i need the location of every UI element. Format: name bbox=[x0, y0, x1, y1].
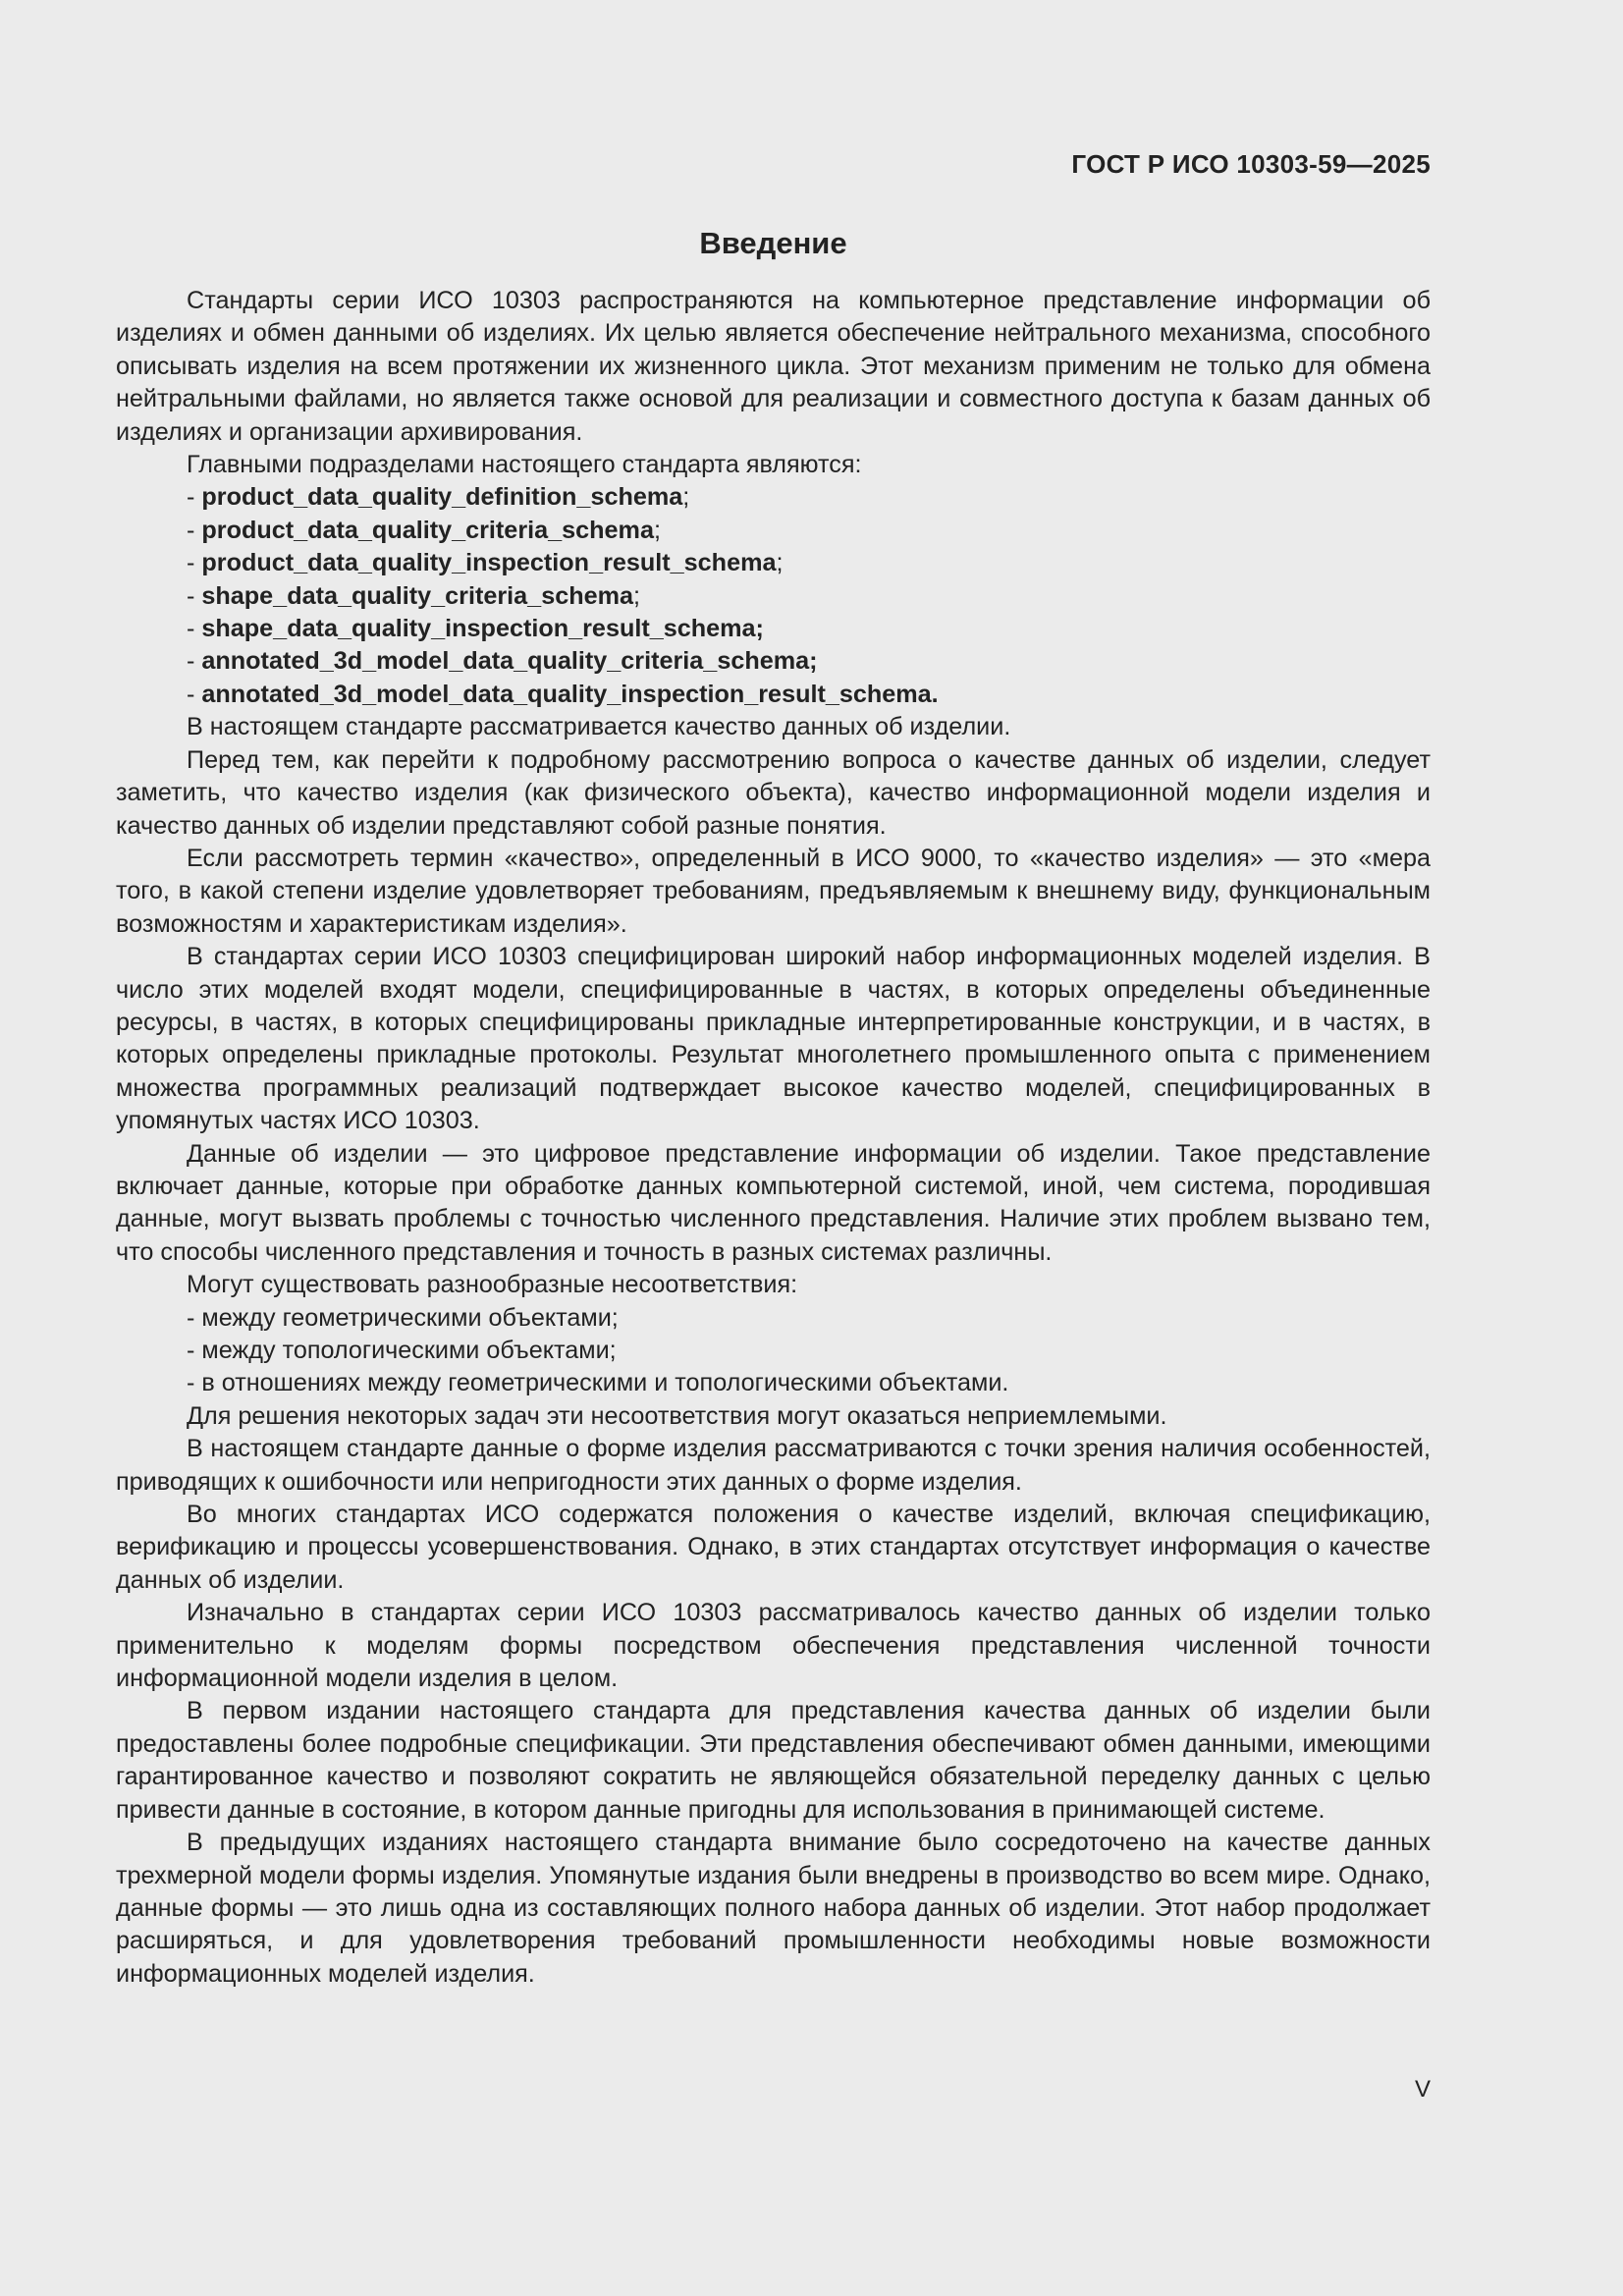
paragraph: Могут существовать разнообразные несоответствия: bbox=[187, 1271, 798, 1299]
paragraph: Изначально в стандартах серии ИСО 10303 рассматривалось качество данных об изделии только применительно к моделям формы посредством обеспечения представления численной точности информационной модели изделия в целом. bbox=[116, 1599, 1431, 1693]
section-title: Введение bbox=[699, 226, 847, 260]
paragraph: Если рассмотреть термин «качество», определенный в ИСО 9000, то «качество изделия» — это «мера того, в какой степени изделие удовлетворяет требованиям, предъявляемым к внешнему виду, функциональным возможностям и характеристикам изделия». bbox=[116, 844, 1431, 938]
paragraph: Для решения некоторых задач эти несоответствия могут оказаться неприемлемыми. bbox=[187, 1401, 1167, 1430]
schema-list-item: - product_data_quality_inspection_result_schema; bbox=[187, 549, 784, 577]
schema-name: product_data_quality_definition_schema bbox=[201, 483, 683, 512]
schema-list-item: - shape_data_quality_criteria_schema; bbox=[187, 581, 641, 610]
schema-name: annotated_3d_model_data_quality_criteria_schema; bbox=[201, 647, 818, 676]
introduction-body bbox=[116, 285, 1431, 1991]
document-id-header: ГОСТ Р ИСО 10303-59—2025 bbox=[1071, 149, 1431, 179]
mismatch-list-item: - между геометрическими объектами; bbox=[187, 1303, 619, 1332]
schema-list-item: - product_data_quality_criteria_schema; bbox=[187, 516, 661, 544]
mismatch-list-item: - в отношениях между геометрическими и топологическими объектами. bbox=[187, 1369, 1009, 1397]
paragraph: Перед тем, как перейти к подробному рассмотрению вопроса о качестве данных об изделии, следует заметить, что качество изделия (как физического объекта), качество информационной модели изделия и качество данных об изделии представляют собой разные понятия. bbox=[116, 745, 1431, 840]
paragraph: В предыдущих изданиях настоящего стандарта внимание было сосредоточено на качестве данных трехмерной модели формы изделия. Упомянутые издания были внедрены в производство во всем мире. Однако, данные формы — это лишь одна из составляющих полного набора данных об изделии. Этот набор продолжает расширяться, и для удовлетворения требований промышленности необходимы новые возможности информационных моделей изделия. bbox=[116, 1829, 1431, 1988]
paragraph: Во многих стандартах ИСО содержатся положения о качестве изделий, включая спецификацию, верификацию и процессы усовершенствования. Однако, в этих стандартах отсутствует информация о качестве данных об изделии. bbox=[116, 1501, 1431, 1594]
paragraph: Главными подразделами настоящего стандарта являются: bbox=[187, 451, 862, 479]
page-number: V bbox=[1414, 2076, 1431, 2103]
mismatch-list-item: - между топологическими объектами; bbox=[187, 1337, 617, 1364]
schema-name: product_data_quality_inspection_result_schema bbox=[201, 549, 777, 577]
schema-name: annotated_3d_model_data_quality_inspection_result_schema. bbox=[201, 680, 939, 708]
schema-list-item: - shape_data_quality_inspection_result_schema; bbox=[187, 615, 764, 643]
paragraph: В настоящем стандарте рассматривается качество данных об изделии. bbox=[187, 713, 1011, 741]
schema-name: product_data_quality_criteria_schema bbox=[201, 516, 654, 544]
schema-list-item: - annotated_3d_model_data_quality_criteria_schema; bbox=[187, 647, 818, 676]
paragraph: В настоящем стандарте данные о форме изделия рассматриваются с точки зрения наличия особенностей, приводящих к ошибочности или непригодности этих данных о форме изделия. bbox=[116, 1435, 1431, 1496]
schema-name: shape_data_quality_inspection_result_schema; bbox=[201, 615, 764, 643]
schema-name: shape_data_quality_criteria_schema bbox=[201, 581, 634, 610]
paragraph: Данные об изделии — это цифровое представление информации об изделии. Такое представление включает данные, которые при обработке данных компьютерной системой, иной, чем система, породившая данные, могут вызвать проблемы с точностью численного представления. Наличие этих проблем вызвано тем, что способы численного представления и точность в разных системах различны. bbox=[116, 1139, 1431, 1266]
paragraph: Стандарты серии ИСО 10303 распространяются на компьютерное представление информации об изделиях и обмен данными об изделиях. Их целью является обеспечение нейтрального механизма, способного описывать изделия на всем протяжении их жизненного цикла. Этот механизм применим не только для обмена нейтральными файлами, но является также основой для реализации и совместного доступа к базам данных об изделиях и организации архивирования. bbox=[116, 287, 1431, 446]
schema-list-item: - annotated_3d_model_data_quality_inspection_result_schema. bbox=[187, 680, 939, 708]
schema-list-item: - product_data_quality_definition_schema; bbox=[187, 483, 690, 512]
paragraph: В первом издании настоящего стандарта для представления качества данных об изделии были предоставлены более подробные спецификации. Эти представления обеспечивают обмен данными, имеющими гарантированное качество и позволяют сократить не являющейся обязательной переделку данных с целью привести данные в состояние, в котором данные пригодны для использования в принимающей системе. bbox=[116, 1697, 1431, 1824]
paragraph: В стандартах серии ИСО 10303 специфицирован широкий набор информационных моделей изделия. В число этих моделей входят модели, специфицированные в частях, в которых определены объединенные ресурсы, в частях, в которых специфицированы прикладные интерпретированные конструкции, и в частях, в которых определены прикладные протоколы. Результат многолетнего промышленного опыта с применением множества программных реализаций подтверждает высокое качество моделей, специфицированных в упомянутых частях ИСО 10303. bbox=[116, 943, 1431, 1135]
